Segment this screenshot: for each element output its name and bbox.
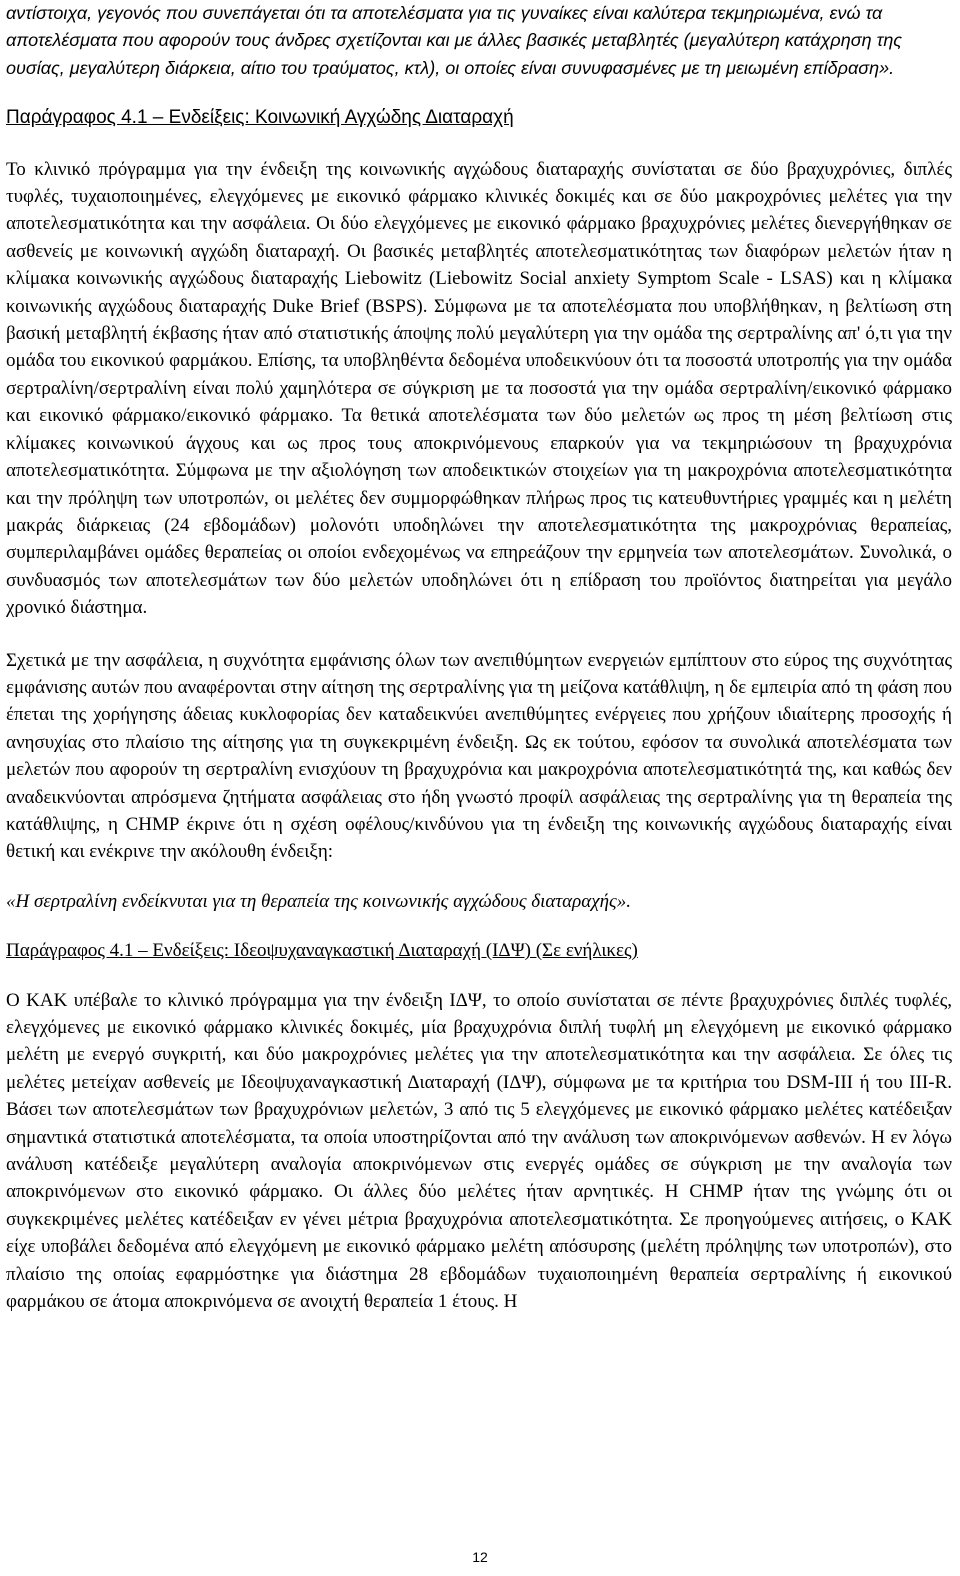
section-heading-social-anxiety: Παράγραφος 4.1 – Ενδείξεις: Κοινωνική Αγχώδης Διαταραχή (6, 107, 514, 129)
quoted-continuation: αντίστοιχα, γεγονός που συνεπάγεται ότι τα αποτελέσματα για τις γυναίκες είναι καλύτερα τεκμηριωμένα, ενώ τα αποτελέσματα που αφορούν τους άνδρες σχετίζονται και με άλλες βασικές μεταβλητές (μεγαλύτερη κατάχρηση της ουσίας, μεγαλύτερη διάρκεια, αίτιο του τραύματος, κτλ), οι οποίες είναι συνυφασμένες με τη μειωμένη επίδραση». (6, 3, 903, 78)
paragraph-safety: Σχετικά με την ασφάλεια, η συχνότητα εμφάνισης όλων των ανεπιθύμητων ενεργειών εμπίπτουν στο εύρος της συχνότητας εμφάνισης αυτών που αναφέρονται στην αίτηση της σερτραλίνης για τη μείζονα κατάθλιψη, η δε εμπειρία από τη φάση που έπεται της χορήγησης άδειας κυκλοφορίας δεν καταδεικνύει ανεπιθύμητες ενέργειες που χρήζουν ιδιαίτερης προσοχής ή ανησυχίας στο πλαίσιο της αίτησης για τη συγκεκριμένη ένδειξη. Ως εκ τούτου, εφόσον τα συνολικά αποτελέσματα των μελετών που αφορούν τη σερτραλίνη ενισχύουν τη βραχυχρόνια και μακροχρόνια αποτελεσματικότητά της, και καθώς δεν αναδεικνύονται απρόσμενα ζητήματα ασφάλειας στο ήδη γνωστό προφίλ ασφάλειας της σερτραλίνης για τη θεραπεία της κατάθλιψης, η CHMP έκρινε ότι η σχέση οφέλους/κινδύνου για τη ένδειξη της κοινωνικής αγχώδους διαταραχής είναι θετική και ενέκρινε την ακόλουθη ένδειξη: (6, 649, 952, 863)
indication-quote: «Η σερτραλίνη ενδείκνυται για τη θεραπεία της κοινωνικής αγχώδους διαταραχής». (6, 890, 631, 912)
document-page (6, 0, 952, 1315)
paragraph-social-anxiety-efficacy: Το κλινικό πρόγραμμα για την ένδειξη της κοινωνικής αγχώδους διαταραχής συνίσταται σε δύο βραχυχρόνιες, διπλές τυφλές, τυχαιοποιημένες, ελεγχόμενες με εικονικό φάρμακο κλινικές δοκιμές και σε δύο μακροχρόνιες μελέτες για την αποτελεσματικότητα και την ασφάλεια. Οι δύο ελεγχόμενες με εικονικό φάρμακο βραχυχρόνιες μελέτες διενεργήθηκαν σε ασθενείς με κοινωνική αγχώδη διαταραχή. Οι βασικές μεταβλητές αποτελεσματικότητας των διαφόρων μελετών ήταν η κλίμακα κοινωνικής αγχώδους διαταραχής Liebowitz (Liebowitz Social anxiety Symptom Scale - LSAS) και η κλίμακα κοινωνικής αγχώδους διαταραχής Duke Brief (BSPS). Σύμφωνα με τα αποτελέσματα που υποβλήθηκαν, η βελτίωση στη βασική μεταβλητή έκβασης ήταν από στατιστικής άποψης πολύ μεγαλύτερη για την ομάδα της σερτραλίνης απ' ό,τι για την ομάδα του εικονικού φαρμάκου. Επίσης, τα υποβληθέντα δεδομένα υποδεικνύουν ότι τα ποσοστά υποτροπής για την ομάδα σερτραλίνη/σερτραλίνη είναι πολύ χαμηλότερα σε σύγκριση με τα ποσοστά για την ομάδα σερτραλίνη/εικονικό φάρμακο και εικονικό φάρμακο/εικονικό φάρμακο. Τα θετικά αποτελέσματα των δύο μελετών ως προς τη μέση βελτίωση στις κλίμακες κοινωνικού άγχους και ως προς τους αποκρινόμενους επαρκούν για να τεκμηριώσουν τη βραχυχρόνια αποτελεσματικότητα. Σύμφωνα με την αξιολόγηση των αποδεικτικών στοιχείων για τη μακροχρόνια αποτελεσματικότητα και την πρόληψη των υποτροπών, οι μελέτες δεν συμμορφώθηκαν πλήρως προς τις κατευθυντήριες γραμμές και η μελέτη μακράς διάρκειας (24 εβδομάδων) μολονότι υποδηλώνει την αποτελεσματικότητα της μακροχρόνιας θεραπείας, συμπεριλαμβάνει ομάδες θεραπείας οι οποίοι ενδεχομένως να επηρεάζουν την ερμηνεία των αποτελεσμάτων. Συνολικά, ο συνδυασμός των αποτελεσμάτων των δύο μελετών υποδηλώνει ότι η επίδραση του προϊόντος διατηρείται για μεγάλο χρονικό διάστημα. (6, 158, 952, 619)
section-heading-ocd: Παράγραφος 4.1 – Ενδείξεις: Ιδεοψυχαναγκαστική Διαταραχή (ΙΔΨ) (Σε ενήλικες) (6, 940, 638, 962)
paragraph-ocd-program: Ο ΚΑΚ υπέβαλε το κλινικό πρόγραμμα για την ένδειξη ΙΔΨ, το οποίο συνίσταται σε πέντε βραχυχρόνιες διπλές τυφλές, ελεγχόμενες με εικονικό φάρμακο κλινικές δοκιμές, μία βραχυχρόνια διπλή τυφλή μη ελεγχόμενη με εικονικό φάρμακο μελέτη με ενεργό συγκριτή, και δύο μακροχρόνιες μελέτες για την αποτελεσματικότητα και την ασφάλεια. Σε όλες τις μελέτες μετείχαν ασθενείς με Ιδεοψυχαναγκαστική Διαταραχή (ΙΔΨ), σύμφωνα με τα κριτήρια του DSM-III ή του III-R. Βάσει των αποτελεσμάτων των βραχυχρόνιων μελετών, 3 από τις 5 ελεγχόμενες με εικονικό φάρμακο μελέτες κατέδειξαν σημαντικά στατιστικά αποτελέσματα, τα οποία υποστηρίζονται από την ανάλυση των αποκρινόμενων ασθενών. Η εν λόγω ανάλυση κατέδειξε μεγαλύτερη αναλογία αποκρινόμενων στις ενεργές ομάδες σε σύγκριση με την αναλογία των αποκρινόμενων στο εικονικό φάρμακο. Οι άλλες δύο μελέτες ήταν αρνητικές. Η CHMP ήταν της γνώμης ότι οι συγκεκριμένες μελέτες κατέδειξαν εν γένει μέτρια βραχυχρόνια αποτελεσματικότητα. Σε προηγούμενες αιτήσεις, ο ΚΑΚ είχε υποβάλει δεδομένα από ελεγχόμενη με εικονικό φάρμακο μελέτη απόσυρσης (μελέτη πρόληψης των υποτροπών), στο πλαίσιο της οποίας εφαρμόστηκε για διάστημα 28 εβδομάδων τυχαιοποιημένη θεραπεία σερτραλίνης ή εικονικού φαρμάκου σε άτομα αποκρινόμενα σε ανοιχτή θεραπεία 1 έτους. Η (6, 989, 952, 1313)
page-number: 12 (472, 1549, 488, 1565)
